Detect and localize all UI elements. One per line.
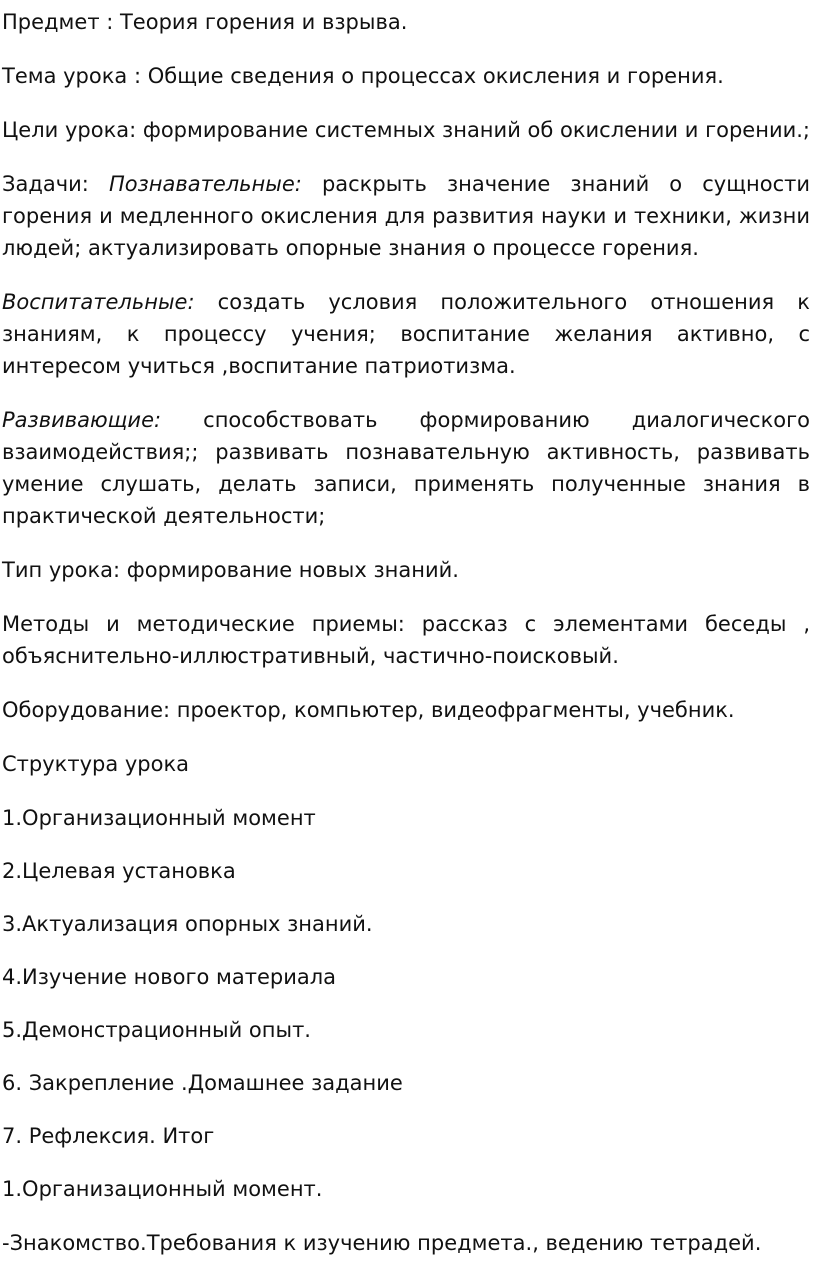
developing-text: способствовать формированию диалогического взаимодействия;; развивать познавательную активность, развивать умение слушать, делать записи, применять полученные знания в практической деятельности; — [2, 408, 810, 528]
tasks-lead: Познавательные: — [108, 172, 302, 196]
educational-text: создать условия положительного отношения к знаниям, к процессу учения; воспитание желания активно, с интересом учиться ,воспитание патриотизма. — [2, 290, 810, 378]
goals-line: Цели урока: формирование системных знаний об окислении и горении.; — [2, 118, 810, 142]
list-item: 5.Демонстрационный опыт. — [2, 1018, 311, 1042]
structure-title: Структура урока — [2, 752, 190, 776]
list-item: 6. Закрепление .Домашнее задание — [2, 1071, 403, 1095]
educational-paragraph — [2, 286, 810, 382]
tasks-paragraph — [2, 168, 810, 264]
section1-title: 1.Организационный момент. — [2, 1177, 323, 1201]
structure-list — [2, 802, 810, 1152]
topic-line: Тема урока : Общие сведения о процессах окисления и горения. — [2, 64, 724, 88]
equipment-line: Оборудование: проектор, компьютер, видеофрагменты, учебник. — [2, 698, 735, 722]
developing-lead: Развивающие: — [2, 408, 162, 432]
list-item: 7. Рефлексия. Итог — [2, 1124, 215, 1148]
tasks-prefix: Задачи: — [2, 172, 109, 196]
subject-line: Предмет : Теория горения и взрыва. — [2, 10, 408, 34]
list-item: 4.Изучение нового материала — [2, 965, 337, 989]
educational-lead: Воспитательные: — [2, 290, 195, 314]
lesson-type-line: Тип урока: формирование новых знаний. — [2, 558, 459, 582]
list-item: 2.Целевая установка — [2, 859, 236, 883]
list-item: 3.Актуализация опорных знаний. — [2, 912, 373, 936]
section1-text: -Знакомство.Требования к изучению предмета., ведению тетрадей. — [2, 1231, 762, 1255]
tasks-text: раскрыть значение знаний о сущности горения и медленного окисления для развития науки и техники, жизни людей; актуализировать опорные знания о процессе горения. — [2, 172, 810, 260]
developing-paragraph — [2, 404, 810, 532]
methods-paragraph: Методы и методические приемы: рассказ с элементами беседы , объяснительно-иллюстративный, частично-поисковый. — [2, 612, 810, 668]
list-item: 1.Организационный момент — [2, 806, 316, 830]
